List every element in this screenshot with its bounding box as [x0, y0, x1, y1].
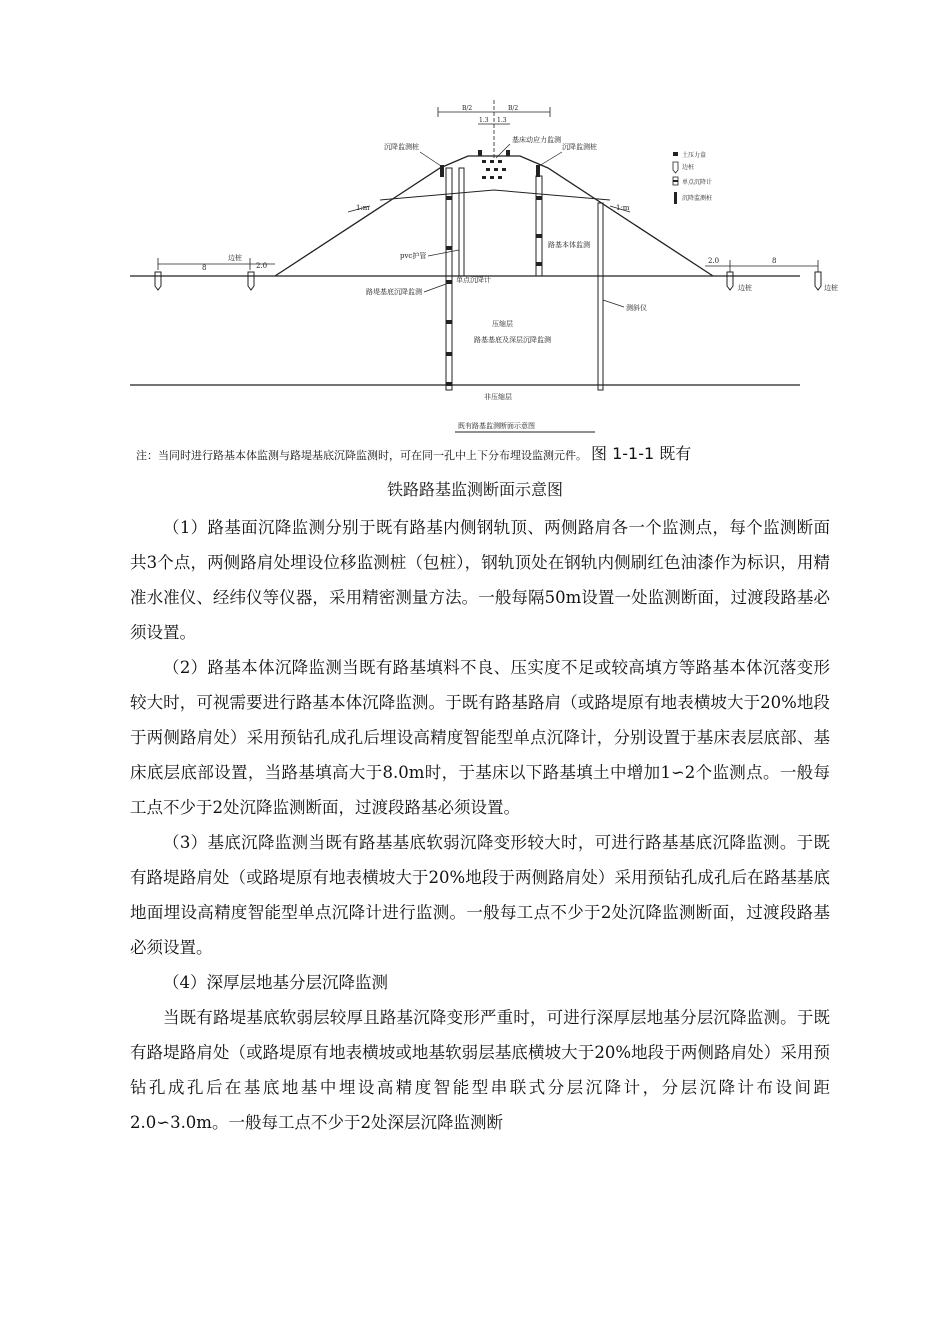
embankment-outline [275, 156, 713, 276]
base-settle-leader [424, 284, 446, 292]
label-edge-pile-left: 边桩 [228, 254, 242, 262]
inclinometer-tube [598, 203, 603, 390]
figure-label: 图 1-1-1 既有 [591, 444, 692, 463]
settle-pile-left-icon [440, 165, 444, 177]
paragraph-1: （1）路基面沉降监测分别于既有路基内侧钢轨顶、两侧路肩各一个监测点，每个监测断面共3个点，两侧路肩处埋设位移监测桩（包桩），钢轨顶处在钢轨内侧刷红色油漆作为标识，用精准水准仪、经纬仪等仪器，采用精密测量方法。一般每隔50m设置一处监测断面，过渡段路基必须设置。 [130, 518, 830, 642]
paragraph-2: （2）路基本体沉降监测当既有路基填料不良、压实度不足或较高填方等路基本体沉落变形较大时，可视需要进行路基本体沉降监测。于既有路基路肩（或路堤原有地表横坡大于20%地段于两侧路肩处）采用预钻孔成孔后埋设高精度智能型单点沉降计，分别设置于基床表层底部、基床底层底部设置，当路基填高大于8.0m时，于基床以下路基填土中增加1∽2个监测点。一般每工点不少于2处沉降监测断面，过渡段路基必须设置。 [130, 658, 830, 817]
label-noncomp-layer: 非压缩层 [484, 393, 512, 401]
rail-right-icon [506, 150, 510, 156]
label-single-point: 单点沉降计 [456, 276, 491, 284]
subgrade-monitoring-section-diagram [0, 0, 950, 440]
dim-dist-right: 8 [772, 257, 777, 265]
label-deep-settle: 路基基底及深层沉降监测 [474, 336, 551, 344]
label-slope-left: 1:m [356, 204, 370, 212]
label-bed-stress: 基床动应力监测 [512, 136, 561, 144]
legend-label-1: 边桩 [682, 164, 695, 171]
label-edge-pile-right-2: 边桩 [824, 284, 838, 292]
borehole-base-left [446, 168, 452, 390]
inclinometer-leader [603, 300, 624, 307]
pvc-tube [459, 168, 464, 276]
earth-pressure-box-icon [673, 152, 678, 156]
paragraph-5: 当既有路堤基底软弱层较厚且路基沉降变形严重时，可进行深厚层地基分层沉降监测。于既有路堤路肩处（或路堤原有地表横坡或地基软弱层基底横坡大于20%地段于两侧路肩处）采用预钻孔成孔后在基底地基中埋设高精度智能型串联式分层沉降计，分层沉降计布设间距2.0∽3.0m。一般每工点不少于2处深层沉降监测断 [130, 1008, 830, 1132]
stress-sensor-cluster [482, 160, 506, 179]
single-point-gauge-column-right [536, 196, 542, 266]
legend-label-3: 沉降监测桩 [682, 195, 713, 202]
dim-dist-left: 8 [202, 264, 207, 272]
paragraph-4-heading: （4）深厚层地基分层沉降监测 [163, 973, 388, 992]
figure-title-continued: 铁路路基监测断面示意图 [386, 480, 563, 499]
diagram-caption: 既有路基监测断面示意图 [458, 422, 535, 430]
dim-b-half-left: B/2 [462, 105, 473, 112]
dim-shoulder-right: 2.0 [708, 257, 720, 265]
dim-b-half-right: B/2 [508, 105, 519, 112]
edge-pile-icon [673, 162, 678, 173]
rail-left-icon [478, 150, 482, 156]
paragraph-3: （3）基底沉降监测当既有路基基底软弱沉降变形较大时，可进行路基基底沉降监测。于既有路堤路肩处（或路堤原有地表横坡大于20%地段于两侧路肩处）采用预钻孔成孔后在路基基底地面埋设高精度智能型单点沉降计进行监测。一般每工点不少于2处沉降监测断面，过渡段路基必须设置。 [130, 833, 830, 957]
figure-note [136, 444, 836, 466]
label-inclinometer: 测斜仪 [626, 304, 647, 312]
legend [673, 151, 712, 204]
legend-label-2: 单点沉降计 [682, 179, 713, 186]
settle-pile-left-leader [420, 152, 441, 166]
settle-pile-icon [674, 192, 677, 204]
label-comp-layer: 压缩层 [492, 320, 513, 328]
dim-shoulder-left: 2.0 [256, 262, 268, 270]
label-pvc: pvc护管 [400, 252, 427, 260]
note-text: 注：当同时进行路基本体监测与路堤基底沉降监测时，可在同一孔中上下分布埋设监测元件。 [136, 449, 587, 462]
label-settle-pile-right: 沉降监测桩 [562, 143, 597, 151]
single-point-gauge-column-left [446, 196, 452, 386]
body-text [130, 510, 830, 1140]
label-slope-right: 1:m [616, 204, 630, 212]
label-edge-pile-right-1: 边桩 [738, 284, 752, 292]
settle-pile-right-leader [539, 152, 562, 166]
dim-gauge-right: 1.3 [497, 117, 507, 124]
dim-gauge-left: 1.3 [479, 117, 489, 124]
label-base-settle: 路堤基底沉降监测 [366, 288, 422, 296]
bed-layer-line [380, 190, 610, 200]
label-body-monitor: 路基本体监测 [548, 241, 590, 249]
legend-label-0: 土压力盒 [682, 152, 707, 159]
settle-pile-right-icon [536, 165, 540, 177]
borehole-body-right [536, 176, 542, 276]
single-point-gauge-icon [673, 177, 678, 185]
label-settle-pile-left: 沉降监测桩 [384, 143, 419, 151]
pvc-leader [428, 250, 459, 256]
